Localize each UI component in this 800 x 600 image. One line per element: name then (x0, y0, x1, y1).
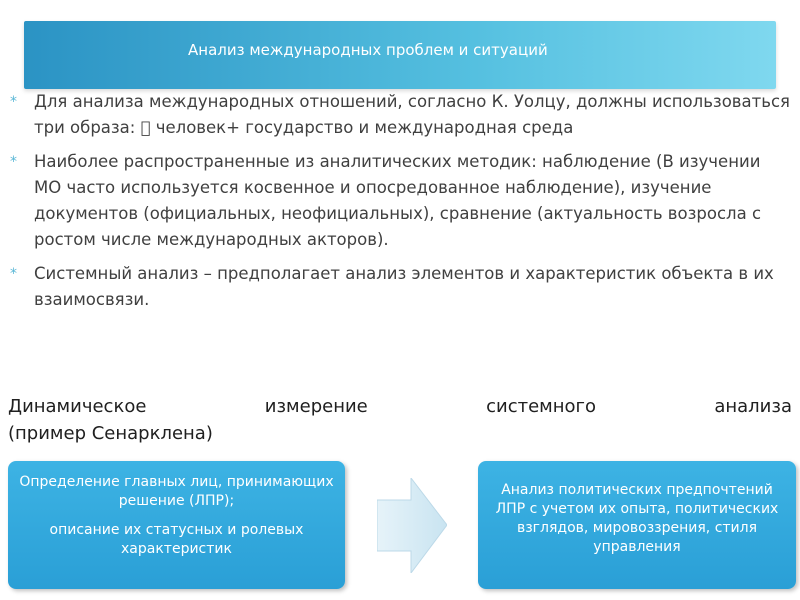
title-banner (24, 21, 776, 89)
right-arrow-icon (377, 478, 447, 573)
bullet-item (8, 149, 790, 253)
bullet-marker-icon: * (10, 266, 17, 282)
left-box-text-2: описание их статусных и ролевых характеристик (49, 522, 304, 557)
left-process-box (8, 461, 345, 589)
right-process-box (478, 461, 796, 589)
bullet-marker-icon: * (10, 94, 17, 110)
heading-word: измерение (264, 396, 368, 417)
bullet-item (8, 261, 790, 313)
right-box-text: Анализ политических предпочтений ЛПР с учетом их опыта, политических взглядов, мировоззрения, стиля управления (495, 482, 779, 555)
heading-word: Динамическое (8, 396, 147, 417)
bullet-marker-icon: * (10, 154, 17, 170)
heading-word: анализа (714, 396, 792, 417)
left-box-text-1: Определение главных лиц, принимающих решение (ЛПР); (19, 474, 334, 509)
heading-line-1 (8, 393, 792, 420)
bullet-text: Наиболее распространенные из аналитических методик: наблюдение (В изучении МО часто используется косвенное и опосредованное наблюдение), изучение документов (официальных, неофициальных), сравнение (актуальность возросла с ростом числе международных акторов). (34, 152, 762, 249)
dynamic-measurement-heading (8, 393, 792, 447)
bullet-item (8, 89, 790, 141)
bullet-text: Системный анализ – предполагает анализ элементов и характеристик объекта в их взаимосвязи. (34, 264, 774, 309)
bullet-list (8, 89, 790, 321)
heading-word: системного (486, 396, 596, 417)
slide-title: Анализ международных проблем и ситуаций (188, 41, 548, 59)
bullet-text: Для анализа международных отношений, согласно К. Уолцу, должны использоваться три образа: человек+ государство и международная среда (34, 92, 790, 137)
heading-line-2: (пример Сенарклена) (8, 423, 213, 444)
